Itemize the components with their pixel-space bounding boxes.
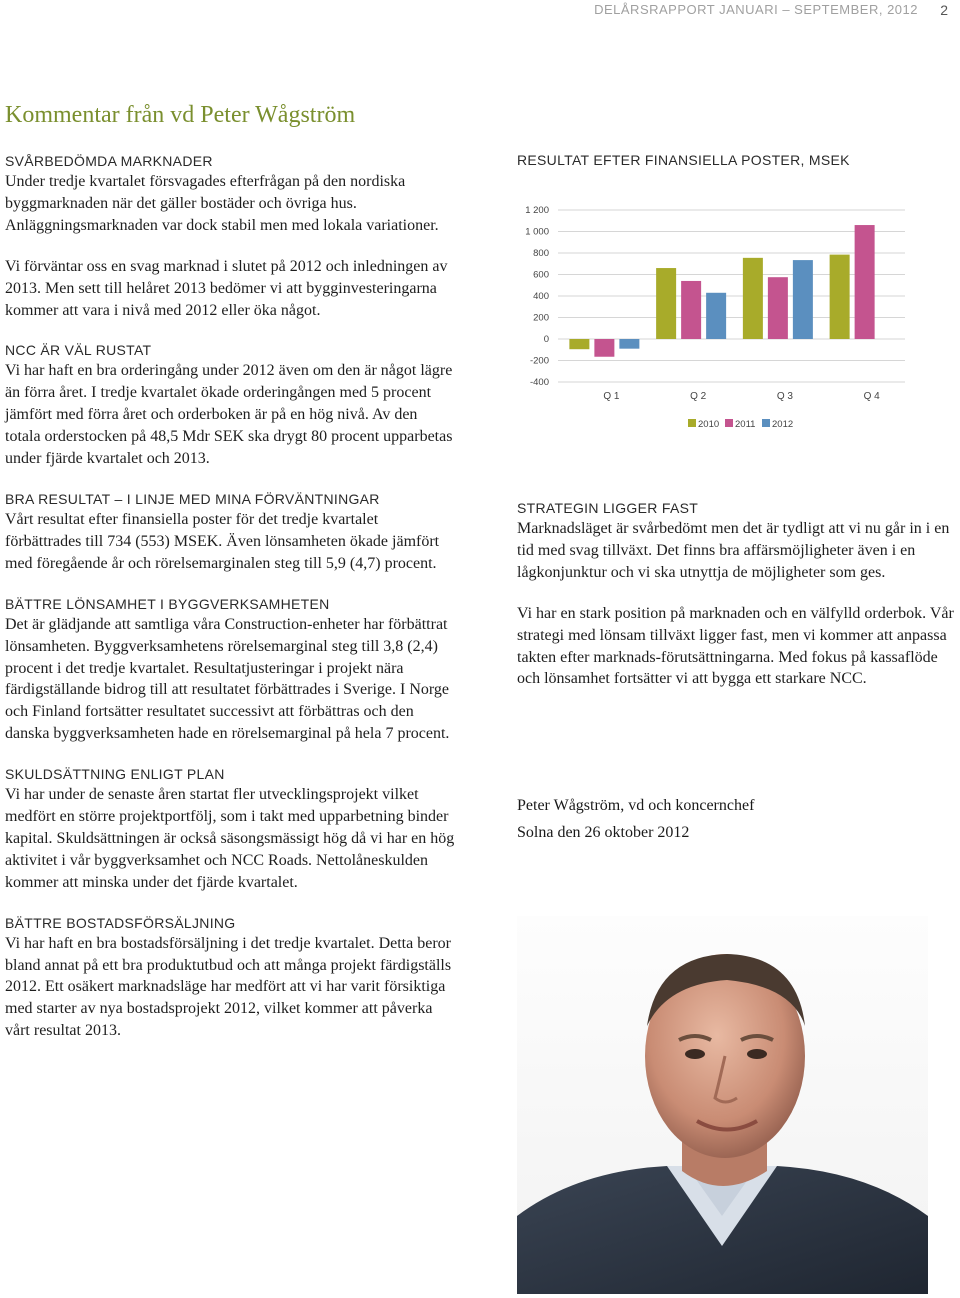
section [5,764,455,894]
legend-swatch [688,419,696,427]
section-heading: NCC ÄR VÄL RUSTAT [5,342,152,359]
bar-2012-1 [619,339,639,349]
body-paragraph: Vi förväntar oss en svag marknad i slutet på 2012 och inledningen av 2013. Men sett till helåret 2013 bedömer vi att bygginvesteringarna kommer att vara i nivå med 2012 eller öka något. [5,257,448,319]
chart-title: RESULTAT EFTER FINANSIELLA POSTER, MSEK [517,152,850,168]
y-tick-label: 400 [533,291,549,302]
section-heading: BÄTTRE BOSTADSFÖRSÄLJNING [5,914,236,931]
section [5,489,455,575]
y-tick-label: -200 [529,355,549,367]
legend-swatch [762,419,770,427]
section-heading: BRA RESULTAT – I LINJE MED MINA FÖRVÄNTNINGAR [5,490,380,507]
signature-name: Peter Wågström, vd och koncernchef [517,797,755,814]
legend-swatch [725,419,733,427]
page-number: 2 [940,2,948,18]
section [5,913,455,1043]
legend-label: 2010 [698,419,720,430]
body-paragraph: Det är glädjande att samtliga våra Construction-enheter har förbättrat lönsamheten. Byggverksamhetens rörelsemarginal steg till 3,8 (2,4) procent i det tredje kvartalet. Resultatjusteringar i projekt nära färdigställande bidrog till att resultatet förbättrades i Sverige. I Norge och Finland fortsätter resultatet successivt att förbättras och den danska byggverksamheten hade en rörelsemarginal på hela 7 procent. [5,615,450,743]
signature-place-date: Solna den 26 oktober 2012 [517,824,690,841]
body-paragraph: Marknadsläget är svårbedömt men det är tydligt att vi nu går in i en tid med svag tillväxt. Det finns bra affärsmöjligheter även i en lågkonjunktur och vi ska utnyttja de möjligheter som ges. [517,520,950,581]
section [5,151,455,321]
section [517,498,959,690]
bar-2011-2 [681,281,701,339]
body-paragraph: Vi har haft en bra bostadsförsäljning i det tredje kvartalet. Detta beror bland annat på ett bra produktutbud och att många projekt färdigställs 2012. Ett osäkert marknadsläge har medfört att vi har varit försiktiga med starter av nya bostadsprojekt 2012, vilket kommer att påverka vårt resultat 2013. [5,934,452,1040]
y-tick-label: 1 200 [525,205,549,216]
body-paragraph: Vi har haft en bra orderingång under 2012 även om den är något lägre än förra året. I tredje kvartalet ökade orderingången med 5 procent jämfört med förra året och orderboken är på en hög nivå. Av den totala orderstocken på 48,5 Mdr SEK ska drygt 80 procent upparbetas under fjärde kvartalet och 2013. [5,362,453,468]
bar-2010-1 [569,339,589,349]
chart-svg [510,148,930,438]
section-heading: BÄTTRE LÖNSAMHET I BYGGVERKSAMHETEN [5,595,330,612]
category-label: Q 4 [863,391,880,402]
section-heading: STRATEGIN LIGGER FAST [517,500,699,516]
bar-2011-4 [855,225,875,339]
y-tick-label: 0 [543,334,549,345]
bar-2011-1 [594,339,614,357]
page-header [0,0,960,30]
portrait-image [517,916,928,1294]
report-title: DELÅRSRAPPORT JANUARI – SEPTEMBER, 2012 [594,2,918,17]
y-tick-label: 600 [533,269,549,281]
y-tick-label: 200 [533,312,549,324]
body-paragraph: Vi har en stark position på marknaden och en välfylld orderbok. Vår strategi med lönsam tillväxt ligger fast, men vi kommer att anpassa takten efter marknads-förutsättningarna. Med fokus på kassaflöde och lönsamhet fortsätter vi att bygga ett starkare NCC. [517,604,954,688]
section [5,340,455,470]
bar-2012-3 [793,260,813,339]
page-title: Kommentar från vd Peter Wågström [5,102,356,128]
bar-2010-3 [743,258,763,339]
legend-label: 2012 [772,419,794,430]
right-column [517,498,959,709]
section-heading: SKULDSÄTTNING ENLIGT PLAN [5,766,225,783]
left-column [5,151,455,1061]
bar-2011-3 [768,277,788,339]
portrait-photo [517,916,928,1294]
signature [517,792,754,846]
category-label: Q 1 [603,391,620,402]
body-paragraph: Vi har under de senaste åren startat fler utvecklingsprojekt vilket medfört en större projektportfölj, som i takt med upparbetning binder kapital. Skuldsättningen är också säsongsmässigt hög då vi har en hög aktivitet i vår byggverksamhet och NCC Roads. Nettolåneskulden kommer att minska under det fjärde kvartalet. [5,786,455,891]
category-label: Q 3 [776,391,793,402]
category-label: Q 2 [690,391,707,402]
section-heading: SVÅRBEDÖMDA MARKNADER [5,153,213,169]
legend-label: 2011 [735,419,756,430]
bar-2010-2 [656,268,676,339]
section [5,594,455,745]
body-paragraph: Vårt resultat efter finansiella poster för det tredje kvartalet förbättrades till 734 (553) MSEK. Även lönsamheten ökade jämfört med föregående år och rörelsemarginalen steg till 5,9 (4,7) procent. [5,510,440,572]
bar-2012-2 [706,293,726,339]
y-tick-label: -400 [529,377,549,388]
body-paragraph: Under tredje kvartalet försvagades efterfrågan på den nordiska byggmarknaden när det gäller bostäder och övriga hus. Anläggningsmarknaden var dock stabil men med lokala variationer. [5,173,439,234]
bar-2010-4 [830,255,850,339]
result-chart [510,148,930,438]
y-tick-label: 1 000 [525,226,549,238]
y-tick-label: 800 [533,248,549,259]
